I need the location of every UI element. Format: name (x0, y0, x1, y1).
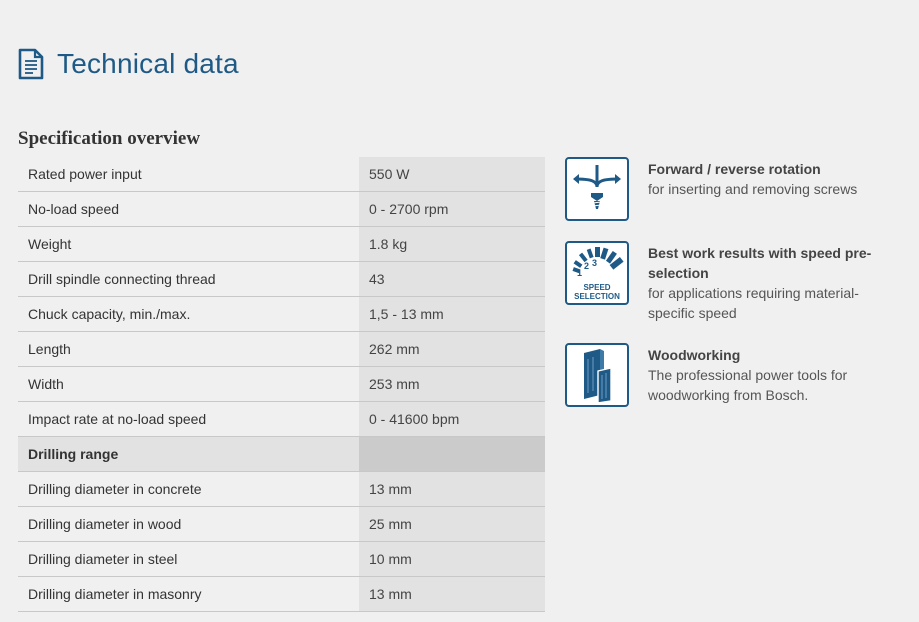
feature-item (565, 241, 895, 323)
spec-value: 13 mm (359, 577, 545, 612)
table-row (18, 332, 545, 367)
spec-value: 262 mm (359, 332, 545, 367)
spec-value: 0 - 41600 bpm (359, 402, 545, 437)
feature-title: Woodworking (648, 347, 741, 363)
table-row (18, 297, 545, 332)
spec-label: Drilling diameter in masonry (18, 577, 359, 612)
table-row (18, 227, 545, 262)
spec-label: Drilling diameter in wood (18, 507, 359, 542)
spec-label: Drilling diameter in steel (18, 542, 359, 577)
spec-value: 25 mm (359, 507, 545, 542)
spec-label: Length (18, 332, 359, 367)
spec-value: 10 mm (359, 542, 545, 577)
forward-reverse-rotation-icon (565, 157, 629, 221)
spec-value: 550 W (359, 157, 545, 192)
feature-list (565, 157, 895, 427)
feature-desc: The professional power tools for woodworking from Bosch. (648, 367, 848, 403)
section-value (359, 437, 545, 472)
spec-label: Weight (18, 227, 359, 262)
table-row (18, 262, 545, 297)
page-title: Technical data (57, 48, 239, 79)
svg-text:SPEED: SPEED (583, 283, 611, 292)
feature-desc: for applications requiring material-specific speed (648, 285, 859, 321)
svg-text:1: 1 (577, 268, 583, 278)
section-row (18, 437, 545, 472)
spec-value: 13 mm (359, 472, 545, 507)
spec-table (18, 157, 545, 612)
feature-title: Best work results with speed pre-selection (648, 245, 872, 281)
spec-value: 1,5 - 13 mm (359, 297, 545, 332)
table-row (18, 507, 545, 542)
spec-label: Rated power input (18, 157, 359, 192)
page-heading (18, 48, 239, 80)
spec-value: 43 (359, 262, 545, 297)
spec-label: Chuck capacity, min./max. (18, 297, 359, 332)
spec-label: Impact rate at no-load speed (18, 402, 359, 437)
table-row (18, 367, 545, 402)
spec-value: 253 mm (359, 367, 545, 402)
table-row (18, 542, 545, 577)
feature-item (565, 343, 895, 407)
svg-text:SELECTION: SELECTION (574, 292, 620, 301)
section-label: Drilling range (18, 437, 359, 472)
feature-item (565, 157, 895, 221)
speed-selection-icon (565, 241, 629, 305)
document-icon (18, 48, 44, 80)
spec-label: Width (18, 367, 359, 402)
table-row (18, 192, 545, 227)
feature-desc: for inserting and removing screws (648, 181, 858, 197)
table-row (18, 157, 545, 192)
spec-value: 0 - 2700 rpm (359, 192, 545, 227)
svg-text:2: 2 (584, 261, 590, 271)
spec-label: No-load speed (18, 192, 359, 227)
spec-value: 1.8 kg (359, 227, 545, 262)
feature-title: Forward / reverse rotation (648, 161, 821, 177)
spec-label: Drilling diameter in concrete (18, 472, 359, 507)
svg-text:3: 3 (592, 258, 598, 268)
spec-label: Drill spindle connecting thread (18, 262, 359, 297)
woodworking-icon (565, 343, 629, 407)
table-row (18, 402, 545, 437)
table-row (18, 577, 545, 612)
spec-overview-title: Specification overview (18, 128, 201, 149)
table-row (18, 472, 545, 507)
